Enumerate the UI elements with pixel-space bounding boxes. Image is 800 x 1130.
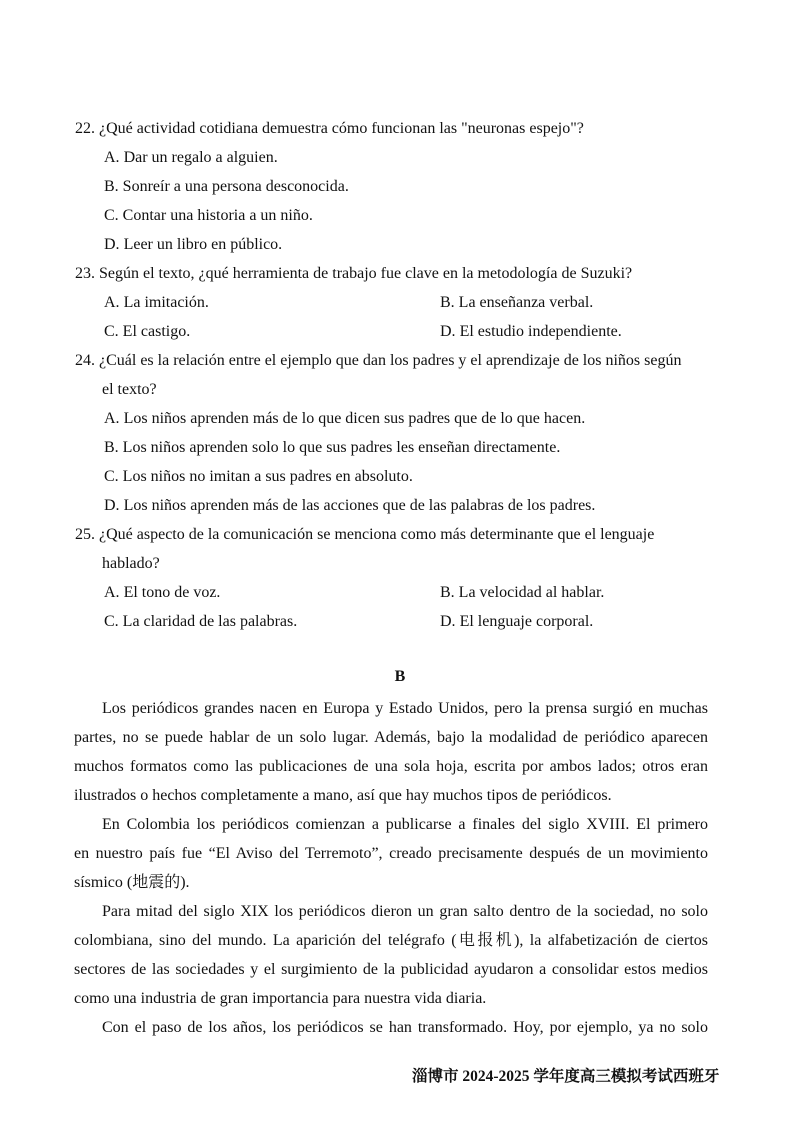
option-letter: B. (440, 584, 455, 601)
option-text: El lenguaje corporal. (459, 613, 594, 630)
paragraph-line: como una industria de gran importancia para nuestra vida diaria. (74, 990, 487, 1007)
option-text: Dar un regalo a alguien. (123, 149, 278, 166)
question-24-stem (75, 351, 681, 371)
paragraph-line: sectores de las sociedades y el surgimiento de la publicidad ayudaron a consolidar estos medios (74, 961, 708, 978)
paragraph-2 (74, 810, 708, 897)
option-letter: B. (440, 294, 455, 311)
option-letter: D. (440, 613, 456, 630)
page-footer: 淄博市 2024-2025 学年度高三模拟考试西班牙 (412, 1068, 720, 1085)
question-23-option-b (440, 293, 593, 313)
question-22-option-a (104, 148, 278, 168)
paragraph-line: sísmico (地震的). (74, 874, 190, 891)
paragraph-1 (74, 694, 708, 810)
question-24-option-d (104, 496, 595, 516)
question-23-option-a (104, 293, 209, 313)
paragraph-line: Los periódicos grandes nacen en Europa y Estado Unidos, pero la prensa surgió en muchas (102, 700, 708, 717)
question-number: 25. (75, 526, 95, 543)
paragraph-4 (102, 1013, 708, 1042)
paragraph-line: ilustrados o hechos completamente a mano, así que hay muchos tipos de periódicos. (74, 787, 612, 804)
option-text: Leer un libro en público. (123, 236, 283, 253)
option-text: Los niños no imitan a sus padres en absoluto. (122, 468, 413, 485)
option-letter: D. (440, 323, 456, 340)
question-number: 23. (75, 265, 95, 282)
question-23-stem (75, 264, 632, 284)
option-text: La imitación. (123, 294, 209, 311)
option-letter: A. (104, 584, 120, 601)
option-letter: C. (104, 207, 119, 224)
option-letter: C. (104, 468, 119, 485)
option-letter: C. (104, 613, 119, 630)
question-text: ¿Qué aspecto de la comunicación se menciona como más determinante que el lenguaje (99, 526, 655, 543)
option-letter: D. (104, 236, 120, 253)
paragraph-line: muchos formatos como las publicaciones de una sola hoja, escrita por ambos lados; otros eran (74, 758, 708, 775)
option-text: La claridad de las palabras. (122, 613, 298, 630)
question-number: 22. (75, 120, 95, 137)
option-letter: A. (104, 294, 120, 311)
option-text: Los niños aprenden solo lo que sus padres les enseñan directamente. (122, 439, 561, 456)
question-24-option-b (104, 438, 560, 458)
option-letter: A. (104, 149, 120, 166)
option-letter: B. (104, 178, 119, 195)
option-letter: B. (104, 439, 119, 456)
question-text: el texto? (102, 381, 157, 398)
option-text: Los niños aprenden más de las acciones que de las palabras de los padres. (123, 497, 596, 514)
paragraph-line: partes, no se puede hablar de un solo lugar. Además, bajo la modalidad de periódico aparecen (74, 729, 708, 746)
question-text: hablado? (102, 555, 160, 572)
paragraph-line: Para mitad del siglo XIX los periódicos dieron un gran salto dentro de la sociedad, no solo (102, 903, 708, 920)
paragraph-line: Con el paso de los años, los periódicos se han transformado. Hoy, por ejemplo, ya no solo (102, 1019, 708, 1036)
option-text: La velocidad al hablar. (458, 584, 605, 601)
question-25-option-a (104, 583, 220, 603)
option-text: El tono de voz. (123, 584, 221, 601)
question-24-stem-continued (102, 380, 157, 400)
question-24-option-c (104, 467, 413, 487)
paragraph-line: en nuestro país fue “El Aviso del Terremoto”, creado precisamente después de un movimiento (74, 845, 708, 862)
question-24-option-a (104, 409, 585, 429)
question-number: 24. (75, 352, 95, 369)
option-letter: A. (104, 410, 120, 427)
question-23-option-c (104, 322, 190, 342)
option-text: Sonreír a una persona desconocida. (122, 178, 349, 195)
question-22-option-c (104, 206, 313, 226)
paragraph-3 (74, 897, 708, 1013)
question-23-option-d (440, 322, 622, 342)
option-text: El estudio independiente. (459, 323, 622, 340)
question-text: ¿Qué actividad cotidiana demuestra cómo funcionan las "neuronas espejo"? (99, 120, 584, 137)
option-text: El castigo. (122, 323, 191, 340)
question-22-stem (75, 119, 584, 139)
option-text: Los niños aprenden más de lo que dicen sus padres que de lo que hacen. (123, 410, 586, 427)
question-25-stem-continued (102, 554, 160, 574)
question-25-stem (75, 525, 654, 545)
option-text: La enseñanza verbal. (458, 294, 594, 311)
option-letter: D. (104, 497, 120, 514)
question-22-option-d (104, 235, 282, 255)
option-text: Contar una historia a un niño. (122, 207, 313, 224)
question-25-option-c (104, 612, 297, 632)
question-22-option-b (104, 177, 349, 197)
question-25-option-d (440, 612, 593, 632)
question-25-option-b (440, 583, 604, 603)
option-letter: C. (104, 323, 119, 340)
paragraph-line: colombiana, sino del mundo. La aparición del telégrafo (电报机), la alfabetización de ciertos (74, 932, 708, 949)
question-text: Según el texto, ¿qué herramienta de trabajo fue clave en la metodología de Suzuki? (99, 265, 633, 282)
section-title: B (394, 668, 406, 685)
paragraph-line: En Colombia los periódicos comienzan a publicarse a finales del siglo XVIII. El primero (102, 816, 708, 833)
question-text: ¿Cuál es la relación entre el ejemplo que dan los padres y el aprendizaje de los niños según (99, 352, 682, 369)
